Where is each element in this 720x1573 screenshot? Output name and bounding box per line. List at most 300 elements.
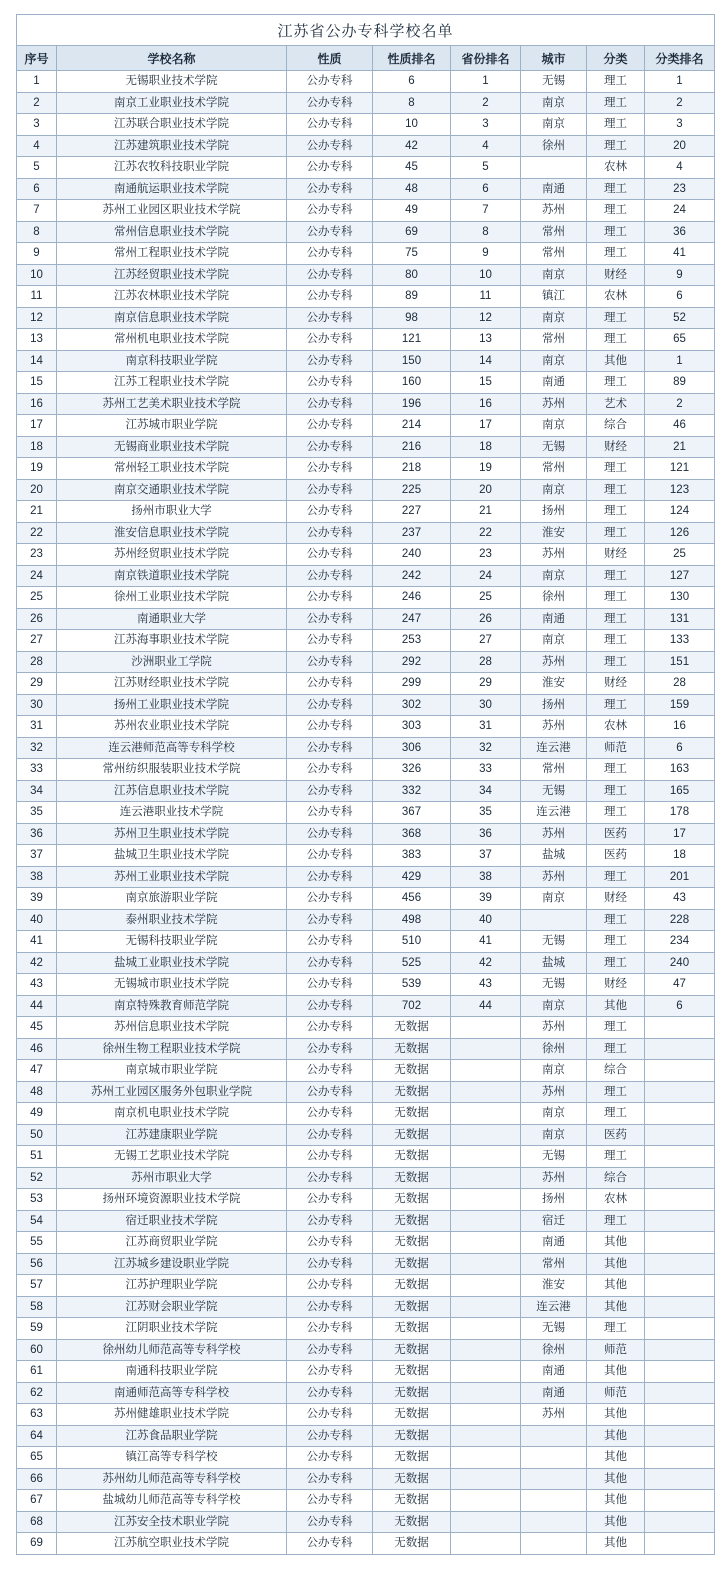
- cell-学校名称: 徐州生物工程职业技术学院: [57, 1038, 287, 1060]
- cell-省份排名: 37: [451, 845, 521, 867]
- cell-性质排名: 246: [373, 587, 451, 609]
- cell-分类排名: [645, 1253, 715, 1275]
- cell-性质: 公办专科: [287, 780, 373, 802]
- table-row: [17, 1382, 715, 1404]
- cell-省份排名: 4: [451, 135, 521, 157]
- cell-省份排名: [451, 1124, 521, 1146]
- cell-城市: 苏州: [521, 1081, 587, 1103]
- table-row: [17, 479, 715, 501]
- cell-分类排名: [645, 1124, 715, 1146]
- cell-分类排名: [645, 1017, 715, 1039]
- cell-分类排名: 47: [645, 974, 715, 996]
- cell-序号: 29: [17, 673, 57, 695]
- cell-分类: 财经: [587, 436, 645, 458]
- cell-性质排名: 196: [373, 393, 451, 415]
- cell-分类: 理工: [587, 694, 645, 716]
- cell-性质排名: 无数据: [373, 1124, 451, 1146]
- cell-省份排名: 27: [451, 630, 521, 652]
- cell-性质: 公办专科: [287, 1210, 373, 1232]
- cell-性质: 公办专科: [287, 1490, 373, 1512]
- cell-分类: 理工: [587, 243, 645, 265]
- cell-性质排名: 510: [373, 931, 451, 953]
- table-row: [17, 1296, 715, 1318]
- cell-城市: 镇江: [521, 286, 587, 308]
- cell-省份排名: 10: [451, 264, 521, 286]
- cell-城市: [521, 909, 587, 931]
- cell-性质: 公办专科: [287, 1361, 373, 1383]
- cell-省份排名: 28: [451, 651, 521, 673]
- cell-分类: 综合: [587, 1167, 645, 1189]
- cell-分类: 理工: [587, 372, 645, 394]
- cell-城市: 常州: [521, 1253, 587, 1275]
- cell-分类: 其他: [587, 1296, 645, 1318]
- cell-分类: 理工: [587, 565, 645, 587]
- cell-性质排名: 332: [373, 780, 451, 802]
- cell-分类: 理工: [587, 200, 645, 222]
- cell-学校名称: 江苏财经职业技术学院: [57, 673, 287, 695]
- cell-省份排名: 26: [451, 608, 521, 630]
- cell-序号: 4: [17, 135, 57, 157]
- cell-序号: 51: [17, 1146, 57, 1168]
- cell-分类排名: [645, 1081, 715, 1103]
- cell-性质排名: 无数据: [373, 1103, 451, 1125]
- table-row: [17, 92, 715, 114]
- cell-分类: 其他: [587, 1253, 645, 1275]
- cell-分类: 其他: [587, 350, 645, 372]
- cell-省份排名: [451, 1425, 521, 1447]
- cell-分类: 理工: [587, 479, 645, 501]
- cell-性质排名: 214: [373, 415, 451, 437]
- cell-序号: 8: [17, 221, 57, 243]
- cell-分类排名: 6: [645, 995, 715, 1017]
- cell-分类排名: [645, 1404, 715, 1426]
- cell-性质排名: 无数据: [373, 1189, 451, 1211]
- cell-城市: 南京: [521, 1103, 587, 1125]
- cell-分类: 理工: [587, 329, 645, 351]
- cell-学校名称: 南通航运职业技术学院: [57, 178, 287, 200]
- cell-序号: 42: [17, 952, 57, 974]
- cell-城市: 无锡: [521, 931, 587, 953]
- cell-序号: 41: [17, 931, 57, 953]
- cell-分类: 其他: [587, 1468, 645, 1490]
- cell-省份排名: 22: [451, 522, 521, 544]
- cell-序号: 21: [17, 501, 57, 523]
- cell-分类排名: [645, 1275, 715, 1297]
- table-row: [17, 1404, 715, 1426]
- table-row: [17, 243, 715, 265]
- table-row: [17, 759, 715, 781]
- cell-性质排名: 48: [373, 178, 451, 200]
- cell-性质排名: 242: [373, 565, 451, 587]
- cell-城市: 盐城: [521, 952, 587, 974]
- cell-性质排名: 无数据: [373, 1275, 451, 1297]
- cell-城市: 无锡: [521, 1146, 587, 1168]
- cell-性质: 公办专科: [287, 135, 373, 157]
- cell-性质: 公办专科: [287, 737, 373, 759]
- cell-性质: 公办专科: [287, 221, 373, 243]
- cell-省份排名: 1: [451, 71, 521, 93]
- cell-性质排名: 456: [373, 888, 451, 910]
- cell-分类排名: 21: [645, 436, 715, 458]
- table-row: [17, 544, 715, 566]
- cell-序号: 63: [17, 1404, 57, 1426]
- cell-省份排名: 12: [451, 307, 521, 329]
- cell-序号: 50: [17, 1124, 57, 1146]
- cell-性质排名: 368: [373, 823, 451, 845]
- cell-分类: 理工: [587, 522, 645, 544]
- cell-学校名称: 江苏经贸职业技术学院: [57, 264, 287, 286]
- cell-性质排名: 240: [373, 544, 451, 566]
- cell-省份排名: [451, 1232, 521, 1254]
- cell-分类: 财经: [587, 544, 645, 566]
- cell-学校名称: 南京交通职业技术学院: [57, 479, 287, 501]
- cell-性质排名: 无数据: [373, 1146, 451, 1168]
- cell-学校名称: 扬州市职业大学: [57, 501, 287, 523]
- table-row: [17, 264, 715, 286]
- table-row: [17, 845, 715, 867]
- cell-城市: 常州: [521, 458, 587, 480]
- cell-分类: 理工: [587, 71, 645, 93]
- cell-学校名称: 常州纺织服装职业技术学院: [57, 759, 287, 781]
- cell-性质排名: 无数据: [373, 1425, 451, 1447]
- table-row: [17, 178, 715, 200]
- cell-学校名称: 常州机电职业技术学院: [57, 329, 287, 351]
- cell-省份排名: [451, 1404, 521, 1426]
- cell-学校名称: 无锡工艺职业技术学院: [57, 1146, 287, 1168]
- cell-分类排名: 9: [645, 264, 715, 286]
- cell-分类排名: [645, 1468, 715, 1490]
- column-header-school-name: 学校名称: [57, 46, 287, 71]
- cell-性质排名: 无数据: [373, 1038, 451, 1060]
- cell-性质排名: 80: [373, 264, 451, 286]
- cell-分类排名: 1: [645, 71, 715, 93]
- cell-分类排名: 4: [645, 157, 715, 179]
- cell-分类排名: 43: [645, 888, 715, 910]
- cell-性质: 公办专科: [287, 1339, 373, 1361]
- cell-分类: 医药: [587, 1124, 645, 1146]
- cell-序号: 39: [17, 888, 57, 910]
- table-row: [17, 737, 715, 759]
- cell-性质: 公办专科: [287, 1189, 373, 1211]
- cell-序号: 53: [17, 1189, 57, 1211]
- cell-省份排名: 35: [451, 802, 521, 824]
- table-row: [17, 651, 715, 673]
- cell-性质: 公办专科: [287, 522, 373, 544]
- cell-性质: 公办专科: [287, 587, 373, 609]
- cell-性质: 公办专科: [287, 1103, 373, 1125]
- cell-序号: 25: [17, 587, 57, 609]
- cell-省份排名: 32: [451, 737, 521, 759]
- cell-学校名称: 苏州幼儿师范高等专科学校: [57, 1468, 287, 1490]
- cell-序号: 14: [17, 350, 57, 372]
- cell-分类: 其他: [587, 1490, 645, 1512]
- cell-城市: 苏州: [521, 651, 587, 673]
- cell-性质排名: 无数据: [373, 1468, 451, 1490]
- cell-性质排名: 无数据: [373, 1318, 451, 1340]
- cell-性质排名: 247: [373, 608, 451, 630]
- cell-分类排名: 65: [645, 329, 715, 351]
- cell-省份排名: 31: [451, 716, 521, 738]
- cell-学校名称: 盐城卫生职业技术学院: [57, 845, 287, 867]
- cell-性质排名: 8: [373, 92, 451, 114]
- cell-分类排名: 18: [645, 845, 715, 867]
- cell-性质: 公办专科: [287, 974, 373, 996]
- cell-城市: [521, 157, 587, 179]
- cell-性质: 公办专科: [287, 1038, 373, 1060]
- table-row: [17, 522, 715, 544]
- cell-性质排名: 无数据: [373, 1382, 451, 1404]
- cell-序号: 22: [17, 522, 57, 544]
- cell-分类: 师范: [587, 1339, 645, 1361]
- table-title-row: [17, 15, 715, 46]
- table-row: [17, 909, 715, 931]
- cell-性质: 公办专科: [287, 114, 373, 136]
- cell-序号: 20: [17, 479, 57, 501]
- cell-学校名称: 南京工业职业技术学院: [57, 92, 287, 114]
- table-row: [17, 1167, 715, 1189]
- cell-分类排名: 2: [645, 393, 715, 415]
- cell-性质排名: 49: [373, 200, 451, 222]
- cell-性质排名: 无数据: [373, 1167, 451, 1189]
- cell-性质: 公办专科: [287, 200, 373, 222]
- cell-分类排名: [645, 1296, 715, 1318]
- table-row: [17, 716, 715, 738]
- cell-学校名称: 苏州工业园区职业技术学院: [57, 200, 287, 222]
- cell-省份排名: [451, 1146, 521, 1168]
- cell-城市: 徐州: [521, 1339, 587, 1361]
- cell-城市: 无锡: [521, 436, 587, 458]
- cell-性质: 公办专科: [287, 1253, 373, 1275]
- cell-分类排名: 159: [645, 694, 715, 716]
- table-row: [17, 501, 715, 523]
- cell-分类排名: [645, 1425, 715, 1447]
- cell-省份排名: 43: [451, 974, 521, 996]
- cell-城市: 扬州: [521, 694, 587, 716]
- cell-省份排名: 8: [451, 221, 521, 243]
- cell-序号: 1: [17, 71, 57, 93]
- cell-序号: 47: [17, 1060, 57, 1082]
- cell-分类排名: [645, 1103, 715, 1125]
- cell-城市: 宿迁: [521, 1210, 587, 1232]
- cell-性质: 公办专科: [287, 1447, 373, 1469]
- cell-学校名称: 江苏信息职业技术学院: [57, 780, 287, 802]
- table-row: [17, 1361, 715, 1383]
- cell-学校名称: 沙洲职业工学院: [57, 651, 287, 673]
- cell-城市: 苏州: [521, 1017, 587, 1039]
- cell-性质排名: 无数据: [373, 1017, 451, 1039]
- cell-序号: 33: [17, 759, 57, 781]
- table-row: [17, 393, 715, 415]
- cell-分类: 其他: [587, 1361, 645, 1383]
- cell-城市: 南京: [521, 888, 587, 910]
- cell-序号: 12: [17, 307, 57, 329]
- table-row: [17, 630, 715, 652]
- cell-学校名称: 常州工程职业技术学院: [57, 243, 287, 265]
- cell-分类排名: [645, 1533, 715, 1555]
- cell-城市: 徐州: [521, 587, 587, 609]
- cell-城市: [521, 1533, 587, 1555]
- table-row: [17, 780, 715, 802]
- cell-城市: 南京: [521, 307, 587, 329]
- cell-学校名称: 扬州工业职业技术学院: [57, 694, 287, 716]
- cell-序号: 66: [17, 1468, 57, 1490]
- cell-城市: 扬州: [521, 501, 587, 523]
- cell-城市: 连云港: [521, 1296, 587, 1318]
- cell-分类排名: [645, 1167, 715, 1189]
- cell-性质排名: 无数据: [373, 1253, 451, 1275]
- cell-学校名称: 江阴职业技术学院: [57, 1318, 287, 1340]
- school-list-table: [16, 14, 715, 1555]
- cell-性质排名: 10: [373, 114, 451, 136]
- table-row: [17, 587, 715, 609]
- table-row: [17, 329, 715, 351]
- cell-学校名称: 无锡城市职业技术学院: [57, 974, 287, 996]
- cell-分类排名: 16: [645, 716, 715, 738]
- cell-性质排名: 383: [373, 845, 451, 867]
- cell-性质排名: 306: [373, 737, 451, 759]
- cell-性质: 公办专科: [287, 1232, 373, 1254]
- cell-学校名称: 江苏航空职业技术学院: [57, 1533, 287, 1555]
- cell-分类: 理工: [587, 608, 645, 630]
- cell-分类排名: 133: [645, 630, 715, 652]
- cell-学校名称: 徐州幼儿师范高等专科学校: [57, 1339, 287, 1361]
- table-row: [17, 157, 715, 179]
- cell-性质排名: 无数据: [373, 1361, 451, 1383]
- cell-序号: 38: [17, 866, 57, 888]
- cell-分类排名: 178: [645, 802, 715, 824]
- cell-分类排名: 151: [645, 651, 715, 673]
- cell-学校名称: 南京铁道职业技术学院: [57, 565, 287, 587]
- cell-分类排名: [645, 1210, 715, 1232]
- cell-城市: 苏州: [521, 716, 587, 738]
- cell-省份排名: [451, 1189, 521, 1211]
- cell-性质排名: 无数据: [373, 1296, 451, 1318]
- cell-分类排名: [645, 1447, 715, 1469]
- cell-学校名称: 江苏食品职业学院: [57, 1425, 287, 1447]
- cell-序号: 5: [17, 157, 57, 179]
- cell-城市: [521, 1447, 587, 1469]
- cell-分类: 理工: [587, 178, 645, 200]
- cell-分类: 理工: [587, 931, 645, 953]
- cell-性质: 公办专科: [287, 479, 373, 501]
- cell-分类: 医药: [587, 823, 645, 845]
- cell-分类: 财经: [587, 673, 645, 695]
- cell-分类: 医药: [587, 845, 645, 867]
- cell-性质排名: 无数据: [373, 1232, 451, 1254]
- cell-序号: 69: [17, 1533, 57, 1555]
- cell-序号: 54: [17, 1210, 57, 1232]
- cell-分类: 师范: [587, 1382, 645, 1404]
- cell-城市: 常州: [521, 243, 587, 265]
- cell-性质: 公办专科: [287, 866, 373, 888]
- cell-性质: 公办专科: [287, 1124, 373, 1146]
- cell-学校名称: 苏州市职业大学: [57, 1167, 287, 1189]
- cell-性质排名: 69: [373, 221, 451, 243]
- cell-省份排名: 36: [451, 823, 521, 845]
- table-header-row: [17, 46, 715, 71]
- cell-序号: 52: [17, 1167, 57, 1189]
- cell-分类: 综合: [587, 415, 645, 437]
- cell-城市: 南通: [521, 1361, 587, 1383]
- cell-分类排名: 36: [645, 221, 715, 243]
- cell-序号: 19: [17, 458, 57, 480]
- cell-分类排名: [645, 1060, 715, 1082]
- cell-学校名称: 江苏护理职业学院: [57, 1275, 287, 1297]
- cell-分类排名: 234: [645, 931, 715, 953]
- cell-省份排名: 11: [451, 286, 521, 308]
- cell-分类排名: 131: [645, 608, 715, 630]
- cell-性质: 公办专科: [287, 1060, 373, 1082]
- table-row: [17, 952, 715, 974]
- cell-性质: 公办专科: [287, 952, 373, 974]
- cell-分类: 理工: [587, 759, 645, 781]
- cell-序号: 16: [17, 393, 57, 415]
- table-row: [17, 1253, 715, 1275]
- cell-省份排名: [451, 1103, 521, 1125]
- cell-分类: 财经: [587, 888, 645, 910]
- cell-分类: 理工: [587, 501, 645, 523]
- cell-性质排名: 218: [373, 458, 451, 480]
- cell-分类: 农林: [587, 286, 645, 308]
- cell-性质排名: 539: [373, 974, 451, 996]
- table-row: [17, 114, 715, 136]
- cell-分类排名: 25: [645, 544, 715, 566]
- cell-省份排名: 2: [451, 92, 521, 114]
- cell-城市: 南京: [521, 479, 587, 501]
- cell-性质: 公办专科: [287, 1318, 373, 1340]
- cell-分类排名: [645, 1318, 715, 1340]
- cell-性质: 公办专科: [287, 1275, 373, 1297]
- cell-性质: 公办专科: [287, 716, 373, 738]
- cell-城市: 淮安: [521, 522, 587, 544]
- cell-学校名称: 苏州卫生职业技术学院: [57, 823, 287, 845]
- cell-学校名称: 宿迁职业技术学院: [57, 1210, 287, 1232]
- cell-城市: 苏州: [521, 544, 587, 566]
- cell-省份排名: 14: [451, 350, 521, 372]
- cell-分类排名: [645, 1232, 715, 1254]
- cell-序号: 64: [17, 1425, 57, 1447]
- cell-学校名称: 常州信息职业技术学院: [57, 221, 287, 243]
- cell-省份排名: 3: [451, 114, 521, 136]
- cell-性质排名: 42: [373, 135, 451, 157]
- table-row: [17, 1038, 715, 1060]
- cell-省份排名: [451, 1296, 521, 1318]
- cell-分类: 农林: [587, 157, 645, 179]
- cell-学校名称: 江苏工程职业技术学院: [57, 372, 287, 394]
- cell-序号: 30: [17, 694, 57, 716]
- cell-序号: 62: [17, 1382, 57, 1404]
- cell-分类: 理工: [587, 1103, 645, 1125]
- table-row: [17, 350, 715, 372]
- cell-性质排名: 无数据: [373, 1210, 451, 1232]
- cell-分类: 理工: [587, 458, 645, 480]
- cell-学校名称: 南通科技职业学院: [57, 1361, 287, 1383]
- table-row: [17, 673, 715, 695]
- cell-城市: 南京: [521, 565, 587, 587]
- cell-城市: 南京: [521, 415, 587, 437]
- cell-城市: 淮安: [521, 1275, 587, 1297]
- cell-学校名称: 江苏商贸职业学院: [57, 1232, 287, 1254]
- cell-分类: 其他: [587, 1232, 645, 1254]
- cell-序号: 27: [17, 630, 57, 652]
- cell-城市: 苏州: [521, 1404, 587, 1426]
- cell-学校名称: 江苏农牧科技职业学院: [57, 157, 287, 179]
- cell-城市: 常州: [521, 329, 587, 351]
- cell-性质: 公办专科: [287, 544, 373, 566]
- table-row: [17, 974, 715, 996]
- cell-性质排名: 702: [373, 995, 451, 1017]
- cell-性质排名: 498: [373, 909, 451, 931]
